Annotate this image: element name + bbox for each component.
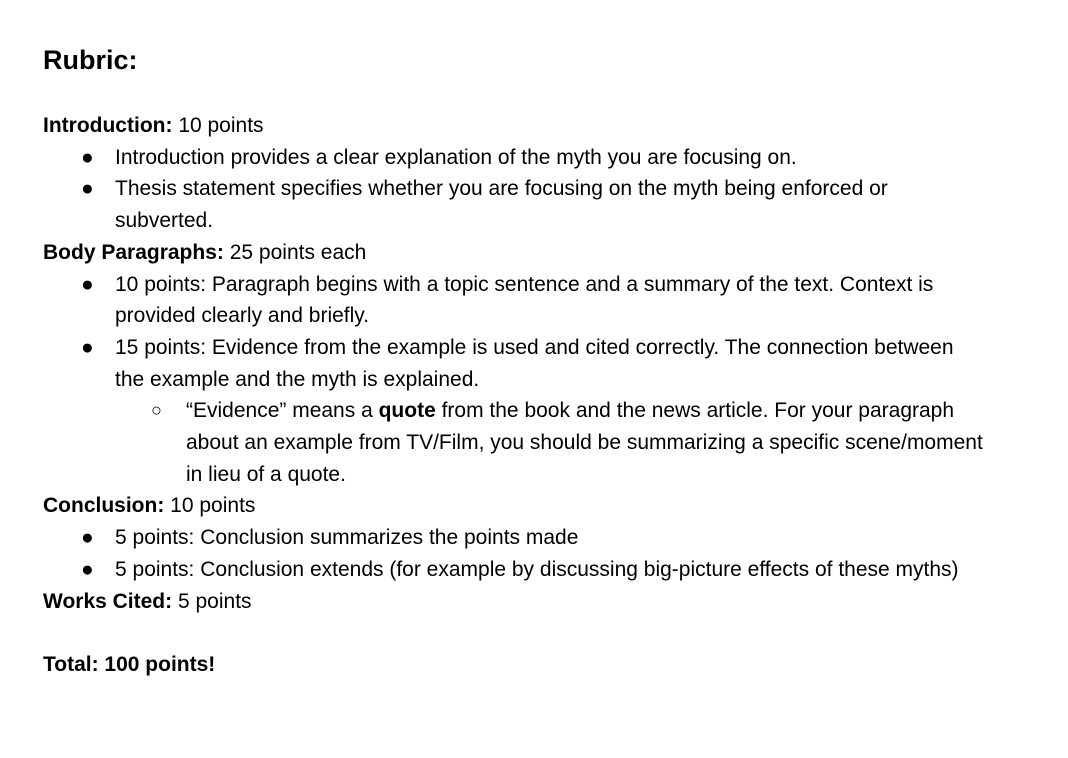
conclusion-list xyxy=(43,522,1043,585)
list-item-text: Introduction provides a clear explanation of the myth you are focusing on. xyxy=(115,145,797,169)
body-paragraphs-list xyxy=(43,269,1043,491)
bullet-icon: ● xyxy=(81,335,94,359)
section-value: 5 points xyxy=(177,589,252,613)
bullet-icon: ● xyxy=(81,526,94,550)
bullet-icon: ● xyxy=(81,145,94,169)
bullet-icon: ● xyxy=(81,557,94,581)
section-value: 10 points xyxy=(170,494,256,518)
rubric-document xyxy=(43,42,1043,681)
list-item-text: 10 points: Paragraph begins with a topic sentence and a summary of the text. Context is provided clearly and briefly. xyxy=(115,272,934,328)
section-value: 10 points xyxy=(178,114,264,137)
list-item-text: 5 points: Conclusion summarizes the points made xyxy=(115,526,579,550)
introduction-list xyxy=(43,142,1043,237)
section-introduction-heading xyxy=(43,110,1043,142)
list-item xyxy=(43,173,985,236)
section-body-paragraphs-heading xyxy=(43,237,1043,269)
list-item xyxy=(43,269,985,332)
section-value: 25 points each xyxy=(229,240,367,264)
section-label: Body Paragraphs: xyxy=(43,240,224,264)
list-item xyxy=(43,554,985,586)
sub-item-text-after: from the book and the news article. For your paragraph about an example from TV/Film, you should be summarizing a specific scene/moment in lieu of a quote. xyxy=(186,399,983,486)
sub-item-text-before: “Evidence” means a xyxy=(186,399,379,423)
list-item xyxy=(43,142,985,174)
spacer xyxy=(43,617,1043,649)
section-conclusion-heading xyxy=(43,490,1043,522)
list-item-text: Thesis statement specifies whether you are focusing on the myth being enforced or subverted. xyxy=(115,177,888,233)
list-item xyxy=(43,332,985,395)
hollow-bullet-icon: ○ xyxy=(151,400,162,421)
total-text: Total: 100 points! xyxy=(43,652,216,676)
list-item xyxy=(43,522,985,554)
list-item-text: 15 points: Evidence from the example is used and cited correctly. The connection between the example and the myth is explained. xyxy=(115,335,954,391)
bullet-icon: ● xyxy=(81,272,94,296)
page-title: Rubric: xyxy=(43,45,138,75)
sub-item-text-bold: quote xyxy=(378,399,436,423)
total-points xyxy=(43,649,1043,681)
list-item-text: 5 points: Conclusion extends (for example by discussing big-picture effects of these myths) xyxy=(115,557,959,581)
spacer xyxy=(43,78,1043,110)
bullet-icon: ● xyxy=(81,177,94,201)
section-label: Conclusion: xyxy=(43,494,165,518)
sub-list-item xyxy=(43,395,986,490)
section-label: Works Cited: xyxy=(43,589,173,613)
section-works-cited-heading xyxy=(43,586,1043,618)
section-label: Introduction: xyxy=(43,114,173,137)
